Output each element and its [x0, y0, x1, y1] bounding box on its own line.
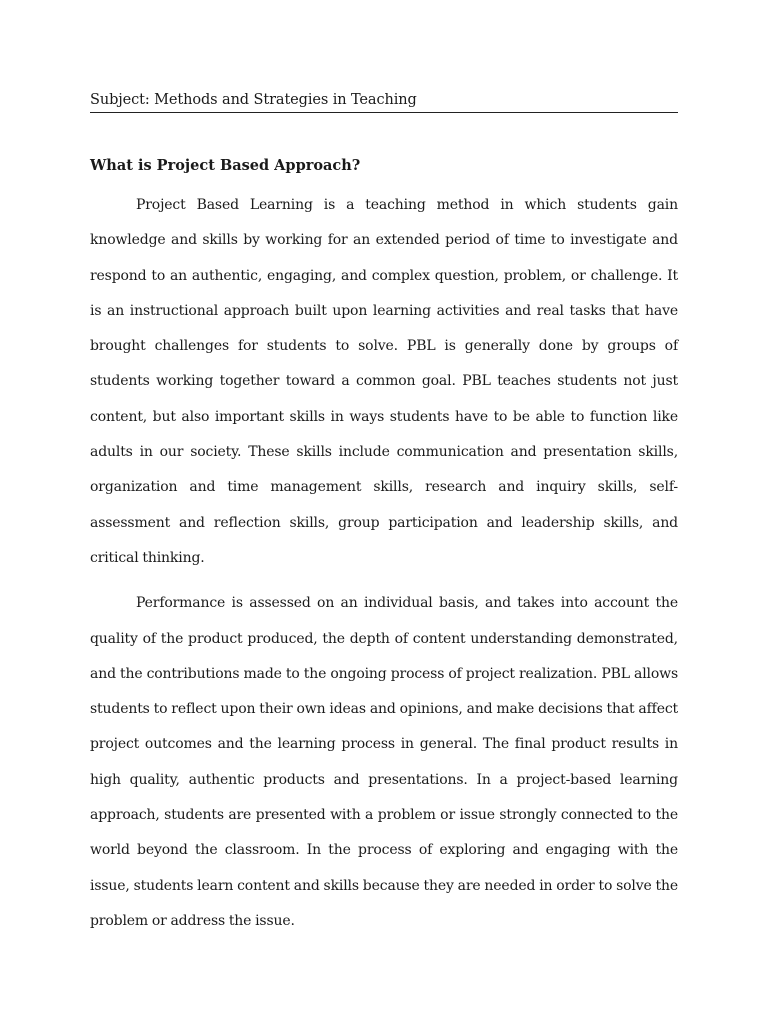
paragraph-1: Project Based Learning is a teaching method in which students gain knowledge and skills by working for an extended period of time to investigate and respond to an authentic, engaging, and complex question, problem, or challenge. It is an instructional approach built upon learning activities and real tasks that have brought challenges for students to solve. PBL is generally done by groups of students working together toward a common goal. PBL teaches students not just content, but also important skills in ways students have to be able to function like adults in our society. These skills include communication and presentation skills, organization and time management skills, research and inquiry skills, self-assessment and reflection skills, group participation and leadership skills, and critical thinking. [90, 197, 678, 566]
section-heading: What is Project Based Approach? [90, 157, 361, 174]
subject-header: Subject: Methods and Strategies in Teaching [90, 90, 678, 113]
document-page [90, 90, 678, 939]
paragraph-2: Performance is assessed on an individual basis, and takes into account the quality of the product produced, the depth of content understanding demonstrated, and the contributions made to the ongoing process of project realization. PBL allows students to reflect upon their own ideas and opinions, and make decisions that affect project outcomes and the learning process in general. The final product results in high quality, authentic products and presentations. In a project-based learning approach, students are presented with a problem or issue strongly connected to the world beyond the classroom. In the process of exploring and engaging with the issue, students learn content and skills because they are needed in order to solve the problem or address the issue. [90, 595, 678, 929]
